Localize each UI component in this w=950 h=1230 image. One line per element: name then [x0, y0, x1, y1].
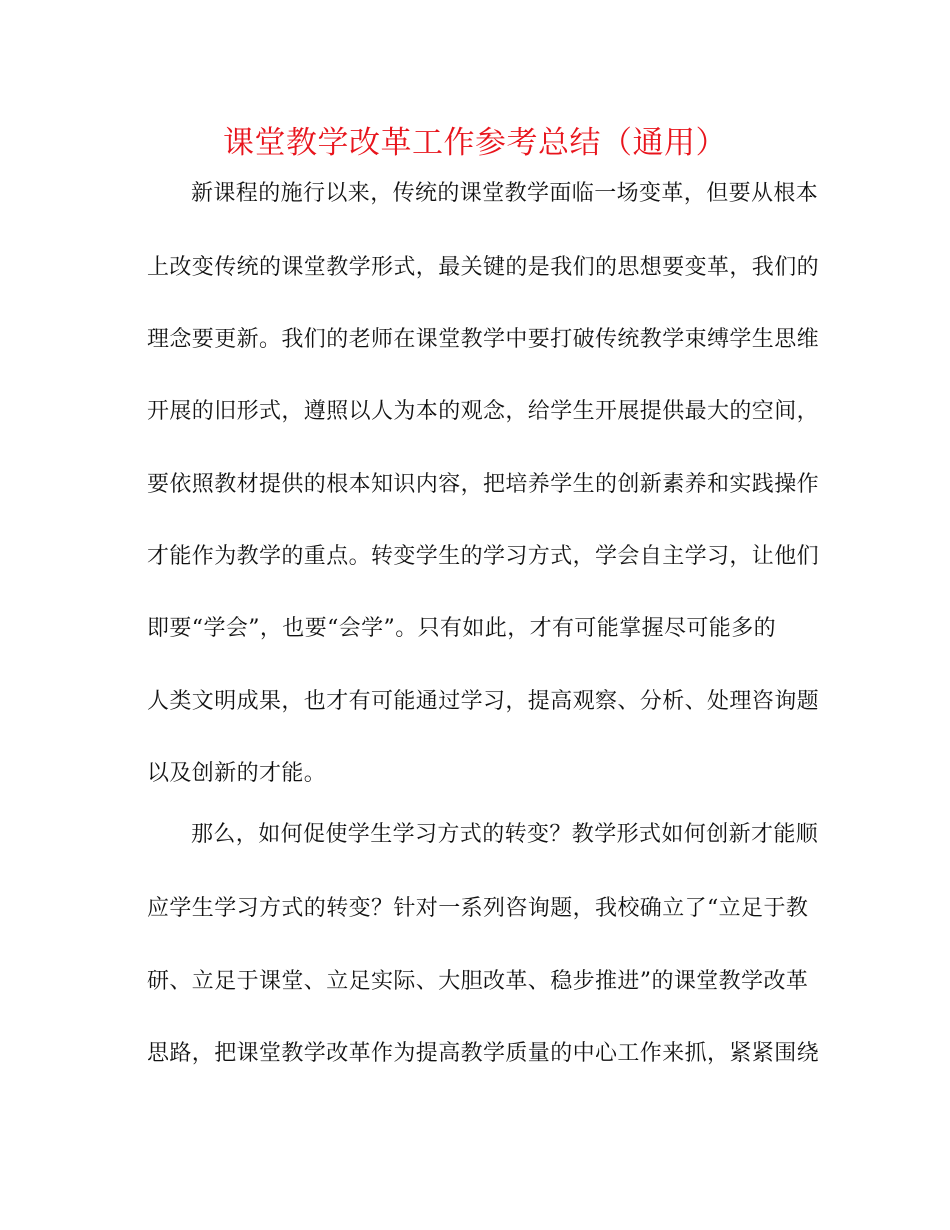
paragraph-1-line-7: 即要“学会”，也要“会学”。只有如此，才有可能掌握尽可能多的: [147, 616, 776, 641]
paragraph-1-line-6: 才能作为教学的重点。转变学生的学习方式，学会自主学习，让他们: [147, 544, 820, 569]
paragraph-1-line-5: 要依照教材提供的根本知识内容，把培养学生的创新素养和实践操作: [147, 472, 820, 497]
paragraph-2-line-4: 思路，把课堂教学改革作为提高教学质量的中心工作来抓，紧紧围绕: [147, 1041, 820, 1066]
paragraph-2-line-1: 那么，如何促使学生学习方式的转变？教学形式如何创新才能顺: [191, 822, 819, 847]
paragraph-1-line-4: 开展的旧形式，遵照以人为本的观念，给学生开展提供最大的空间，: [147, 399, 820, 424]
document-title: 课堂教学改革工作参考总结（通用）: [223, 125, 727, 161]
paragraph-2-line-3: 研、立足于课堂、立足实际、大胆改革、稳步推进”的课堂教学改革: [147, 969, 809, 994]
paragraph-1-line-9: 以及创新的才能。: [147, 761, 327, 786]
paragraph-2-line-2: 应学生学习方式的转变？针对一系列咨询题，我校确立了“立足于教: [147, 896, 809, 921]
paragraph-1-line-3: 理念要更新。我们的老师在课堂教学中要打破传统教学束缚学生思维: [147, 327, 820, 352]
paragraph-1-line-2: 上改变传统的课堂教学形式，最关键的是我们的思想要变革，我们的: [147, 255, 820, 280]
paragraph-1-line-8: 人类文明成果，也才有可能通过学习，提高观察、分析、处理咨询题: [147, 689, 820, 714]
paragraph-1-line-1: 新课程的施行以来，传统的课堂教学面临一场变革，但要从根本: [191, 181, 819, 206]
